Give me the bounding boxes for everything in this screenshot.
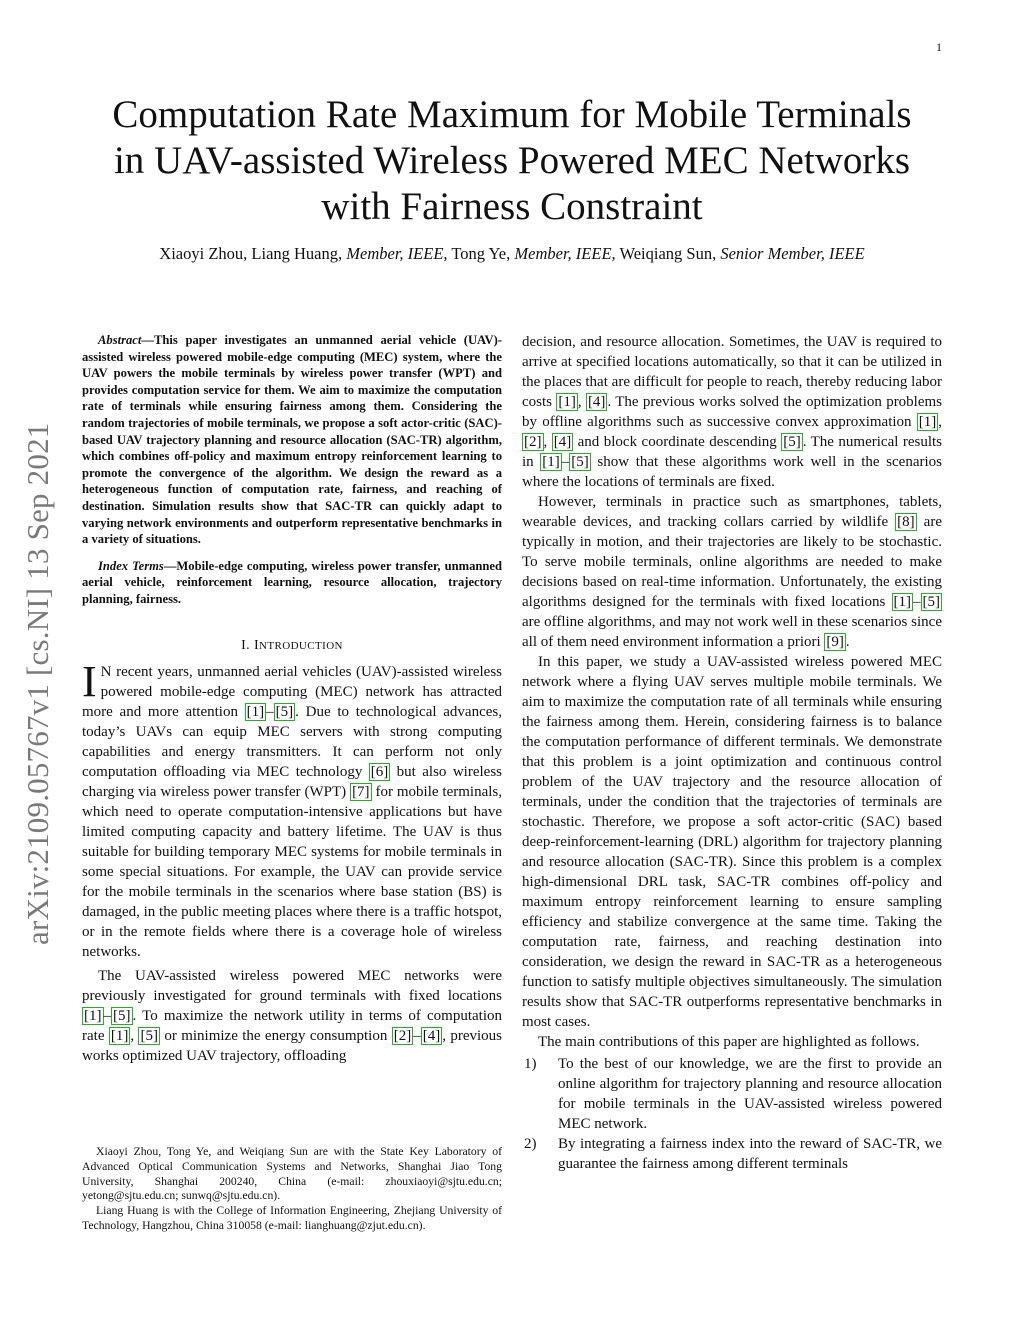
body-paragraph: In this paper, we study a UAV-assisted wireless powered MEC network where a flying UAV serves multiple mobile terminals. We aim to maximize the computation rate of all terminals while ensuring the fairness among them. Herein, considering fairness is to balance the computation performance of different terminals. We demonstrate that this problem is a joint optimization and continuous control problem of the UAV trajectory and the resource allocation of terminals, under the condition that the trajectories of terminals are stochastic. Therefore, we propose a soft actor-critic (SAC) based deep-reinforcement-learning (DRL) algorithm for trajectory planning and resource allocation (SAC-TR). Since this problem is a complex high-dimensional DRL task, SAC-TR combines off-policy and maximum entropy reinforcement learning to ensure sampling efficiency and stabilize convergence at the same time. Taking the computation rate, fairness, and reaching destination into consideration, we design the reward in SAC-TR as a heterogeneous function to satisfy multiple objectives simultaneously. The simulation results show that SAC-TR outperforms representative benchmarks in most cases. [522,654,942,1030]
index-terms-text: —Mobile-edge computing, wireless power transfer, unmanned aerial vehicle, reinforcement learning, resource allocation, trajectory planning, fairness. [82,558,502,606]
citation-link[interactable]: [4] [587,394,606,410]
abstract [82,332,502,548]
author-names: Tong Ye, [447,244,515,263]
abstract-label: Abstract [98,333,142,347]
citation-link[interactable]: [1] [542,454,560,470]
citation-link[interactable]: [7] [352,783,370,800]
citation-link[interactable]: [2] [393,1027,412,1044]
author-membership: Member, IEEE, [346,244,448,263]
author-membership: Senior Member, IEEE [720,244,865,263]
list-number: 1) [524,1056,537,1072]
arxiv-identifier: arXiv:2109.05767v1 [cs.NI] 13 Sep 2021 [20,422,55,945]
author-footnote [82,1145,502,1234]
abstract-text: —This paper investigates an unmanned aerial vehicle (UAV)-assisted wireless powered mobile-edge computing (MEC) system, where the UAV powers the mobile terminals by wireless power transfer (WPT) and provides computation service for them. We aim to maximize the computation rate of terminals while ensuring fairness among them. Considering the random trajectories of mobile terminals, we propose a soft actor-critic (SAC)-based UAV trajectory planning and resource allocation (SAC-TR) algorithm, which combines off-policy and maximum entropy reinforcement learning to promote the convergence of the algorithm. We design the reward as a heterogeneous function of computation rate, fairness, and reaching of destination. Simulation results show that SAC-TR can quickly adapt to varying network environments and outperform representative benchmarks in a variety of situations. [82,333,502,547]
contributions-list [522,1054,942,1174]
citation-link[interactable]: [2] [524,434,542,450]
title-line: Computation Rate Maximum for Mobile Terminals [112,93,912,136]
author-membership: Member, IEEE, [514,244,616,263]
citation-link[interactable]: [1] [558,394,576,410]
author-names: Xiaoyi Zhou, Liang Huang, [159,244,347,263]
intro-paragraph: The UAV-assisted wireless powered MEC networks were previously investigated for ground terminals with fixed locations [1] – [5] . To maximize the network utility in terms of computation rate [1] , [5] or minimize the energy consumption [2] – [4] , previous works optimized UAV trajectory, offloading [82,967,502,1064]
citation-link[interactable]: [5] [140,1027,158,1044]
footnote-paragraph: Xiaoyi Zhou, Tong Ye, and Weiqiang Sun are with the State Key Laboratory of Advanced Optical Communication Systems and Networks, Shanghai Jiao Tong University, Shanghai 200240, China (e-mail: zhouxiaoyi@sjtu.edu.cn; yetong@sjtu.edu.cn; sunwq@sjtu.edu.cn). [82,1145,502,1203]
citation-link[interactable]: [6] [370,763,389,780]
citation-link[interactable]: [1] [893,594,911,610]
citation-link[interactable]: [1] [246,703,265,720]
author-list [60,244,964,264]
body-paragraph: decision, and resource allocation. Sometimes, the UAV is required to arrive at specified locations automatically, so that it can be utilized in the places that are difficult for people to reach, thereby reducing labor costs [1] , [4] . The previous works solved the optimization problems by offline algorithms such as successive convex approximation [1] , [2] , [4] and block coordinate descending [5] . The numerical results in [1] – [5] show that these algorithms work well in the scenarios where the locations of terminals are fixed. [522,334,943,490]
list-number: 2) [524,1136,537,1152]
title-line: in UAV-assisted Wireless Powered MEC Networks [113,139,911,182]
author-names: Weiqiang Sun, [615,244,721,263]
citation-link[interactable]: [5] [275,703,294,720]
left-column [82,332,502,1066]
citation-link[interactable]: [5] [922,594,940,610]
title-line: with Fairness Constraint [321,185,703,228]
list-item: 1) To the best of our knowledge, we are the first to provide an online algorithm for trajectory planning and resource allocation for mobile terminals in the UAV-assisted wireless powered MEC network. [524,1056,942,1132]
citation-link[interactable]: [1] [918,414,937,430]
list-item: 2) By integrating a fairness index into the reward of SAC-TR, we guarantee the fairness among different terminals [524,1136,942,1172]
paper-title [60,92,964,230]
citation-link[interactable]: [5] [783,434,801,450]
citation-link[interactable]: [1] [84,1007,102,1024]
citation-link[interactable]: [9] [826,634,844,650]
footnote-paragraph: Liang Huang is with the College of Information Engineering, Zhejiang University of Technology, Hangzhou, China 310058 (e-mail: lianghuang@zjut.edu.cn). [82,1204,502,1232]
citation-link[interactable]: [1] [110,1027,129,1044]
page-number: 1 [936,40,942,54]
section-heading-introduction: I. INTRODUCTION [241,637,343,653]
citation-link[interactable]: [5] [571,454,589,470]
right-column [522,332,942,1174]
index-terms-label: Index Terms [98,558,164,573]
citation-link[interactable]: [8] [897,514,915,530]
citation-link[interactable]: [5] [113,1007,131,1024]
body-paragraph: The main contributions of this paper are highlighted as follows. [538,1034,920,1050]
drop-cap: I [82,656,97,706]
index-terms [82,558,502,608]
citation-link[interactable]: [4] [553,434,572,450]
intro-paragraph: I N recent years, unmanned aerial vehicles (UAV)-assisted wireless powered mobile-edge computing (MEC) network has attracted more and more attention [1] – [5] . Due to technological advances, today’s UAVs can equip MEC servers with strong computing capabilities and energy transmitters. It can perform not only computation offloading via MEC technology [6] but also wireless charging via wireless power transfer (WPT) [7] for mobile terminals, which need to operate computation-intensive applications but have limited computing capacity and battery lifetime. The UAV is thus suitable for building temporary MEC systems for mobile terminals in some special situations. For example, the UAV can provide service for the mobile terminals in the scenarios where base station (BS) is damaged, in the public meeting places where there is a traffic hotspot, or in the remote fields where there is a coverage hole of wireless networks. [82,656,502,960]
body-paragraph: However, terminals in practice such as smartphones, tablets, wearable devices, and tracking collars carried by wildlife [8] are typically in motion, and their trajectories are likely to be stochastic. To serve mobile terminals, online algorithms are needed to make decisions based on real-time information. Unfortunately, the existing algorithms designed for the terminals with fixed locations [1] – [5] are offline algorithms, and may not work well in these scenarios since all of them need environment information a priori [9] . [522,494,942,650]
citation-link[interactable]: [4] [422,1027,441,1044]
